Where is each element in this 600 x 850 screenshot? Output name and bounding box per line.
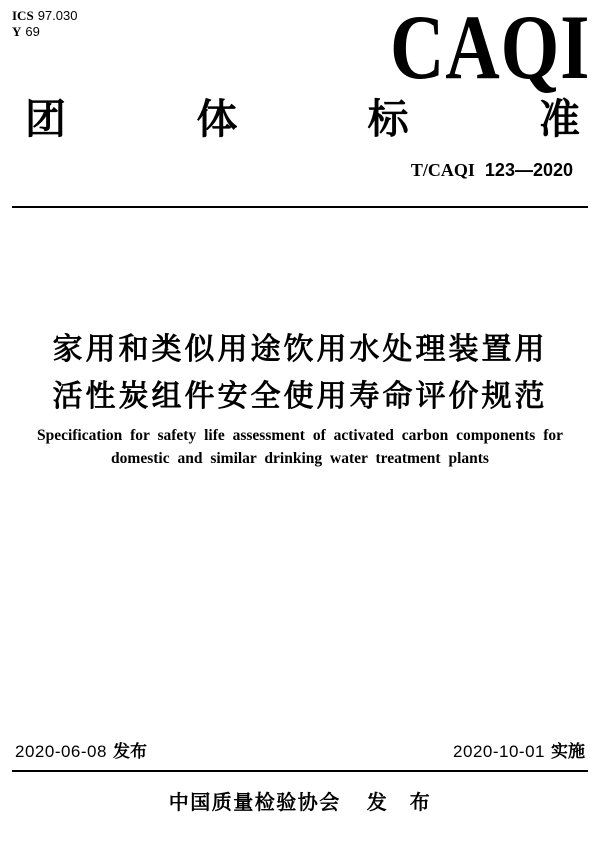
main-title-line-2: 活性炭组件安全使用寿命评价规范 (52, 380, 548, 413)
main-title-english (0, 424, 600, 470)
standard-type-char: 准 (538, 96, 580, 142)
implementation-date-group (453, 742, 585, 762)
ccs-code: 69 (25, 24, 40, 39)
ics-line (12, 8, 77, 24)
issue-date-group (15, 742, 147, 762)
ccs-line (12, 24, 77, 40)
main-title-chinese (0, 326, 600, 420)
implementation-label: 实施 (551, 742, 585, 761)
english-title-line-1: Specification for safety life assessment of activated carbon components for (36, 427, 564, 444)
dates-row (15, 742, 585, 762)
footer-divider (12, 770, 588, 772)
publisher-name: 中国质量检验协会 (168, 792, 341, 814)
classification-block (12, 8, 77, 40)
ics-code: 97.030 (37, 8, 78, 23)
standard-type-char: 体 (196, 96, 238, 142)
publisher-line (0, 791, 600, 815)
standard-number-prefix: T/CAQI (410, 160, 475, 180)
standard-type-title (25, 96, 580, 142)
standard-type-char: 标 (367, 96, 409, 142)
main-title-line-1: 家用和类似用途饮用水处理装置用 (52, 333, 548, 366)
publish-label: 发 布 (366, 792, 432, 814)
issue-date: 2020-06-08 (15, 742, 107, 761)
issue-label: 发布 (112, 742, 147, 761)
implementation-date: 2020-10-01 (453, 742, 545, 761)
header-divider (12, 206, 588, 208)
standard-number (411, 160, 573, 181)
standard-type-char: 团 (25, 96, 66, 142)
standard-number-digits: 123—2020 (484, 160, 573, 180)
ics-label: ICS (12, 8, 34, 23)
english-title-line-2: domestic and similar drinking water treatment plants (111, 450, 489, 467)
caqi-logo: CAQI (389, 0, 590, 98)
ccs-label: Y (12, 24, 22, 39)
